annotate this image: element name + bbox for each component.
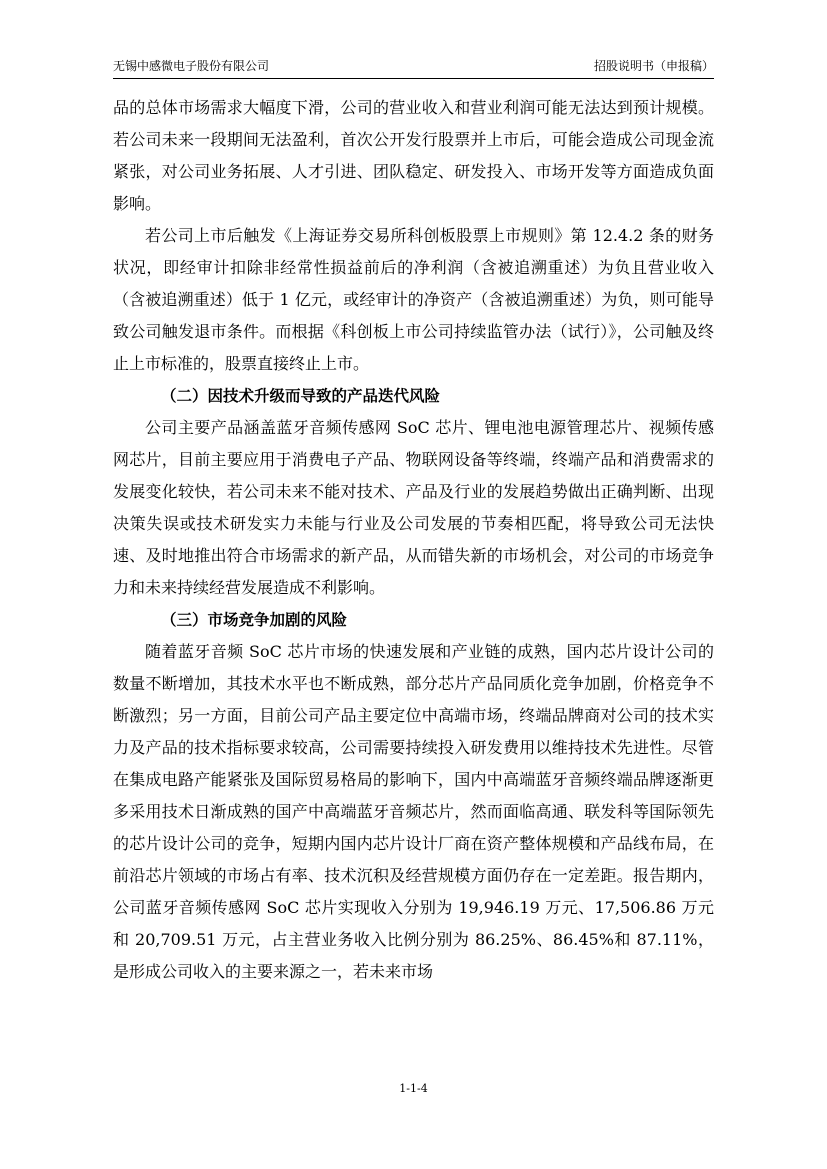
page-number: 1-1-4 — [399, 1082, 428, 1095]
paragraph-delisting-risk: 若公司上市后触发《上海证券交易所科创板股票上市规则》第 12.4.2 条的财务状况，即经审计扣除非经常性损益前后的净利润（含被追溯重述）为负且营业收入（含被追溯重述）低于 1 亿元，或经审计的净资产（含被追溯重述）为负，则可能导致公司触发退市条件。而根据《科创板上市公司持续监管办法（试行）》，公司触及终止上市标准的，股票直接终止上市。 — [113, 226, 714, 373]
section-heading-tech-iteration-risk: （二）因技术升级而导致的产品迭代风险 — [161, 387, 441, 405]
document-body — [113, 92, 714, 988]
paragraph-continued: 品的总体市场需求大幅度下滑，公司的营业收入和营业利润可能无法达到预计规模。若公司未来一段期间无法盈利，首次公开发行股票并上市后，可能会造成公司现金流紧张，对公司业务拓展、人才引进、团队稳定、研发投入、市场开发等方面造成负面影响。 — [113, 98, 714, 213]
header-document-type: 招股说明书（申报稿） — [593, 59, 714, 73]
paragraph-competition-risk: 随着蓝牙音频 SoC 芯片市场的快速发展和产业链的成熟，国内芯片设计公司的数量不断增加，其技术水平也不断成熟，部分芯片产品同质化竞争加剧，价格竞争不断激烈；另一方面，目前公司产品主要定位中高端市场，终端品牌商对公司的技术实力及产品的技术指标要求较高，公司需要持续投入研发费用以维持技术先进性。尽管在集成电路产能紧张及国际贸易格局的影响下，国内中高端蓝牙音频终端品牌逐渐更多采用技术日渐成熟的国产中高端蓝牙音频芯片，然而面临高通、联发科等国际领先的芯片设计公司的竞争，短期内国内芯片设计厂商在资产整体规模和产品线布局，在前沿芯片领域的市场占有率、技术沉积及经营规模方面仍存在一定差距。报告期内，公司蓝牙音频传感网 SoC 芯片实现收入分别为 19,946.19 万元、17,506.86 万元和 20,709.51 万元，占主营业务收入比例分别为 86.25%、86.45%和 87.11%，是形成公司收入的主要来源之一，若未来市场 — [113, 642, 714, 981]
header-company-name: 无锡中感微电子股份有限公司 — [113, 59, 270, 73]
page-header — [113, 56, 714, 79]
paragraph-tech-iteration-risk: 公司主要产品涵盖蓝牙音频传感网 SoC 芯片、锂电池电源管理芯片、视频传感网芯片，目前主要应用于消费电子产品、物联网设备等终端，终端产品和消费需求的发展变化较快，若公司未来不能对技术、产品及行业的发展趋势做出正确判断、出现决策失误或技术研发实力未能与行业及公司发展的节奏相匹配，将导致公司无法快速、及时地推出符合市场需求的新产品，从而错失新的市场机会，对公司的市场竞争力和未来持续经营发展造成不利影响。 — [113, 418, 714, 597]
section-heading-competition-risk: （三）市场竞争加剧的风险 — [161, 611, 348, 629]
